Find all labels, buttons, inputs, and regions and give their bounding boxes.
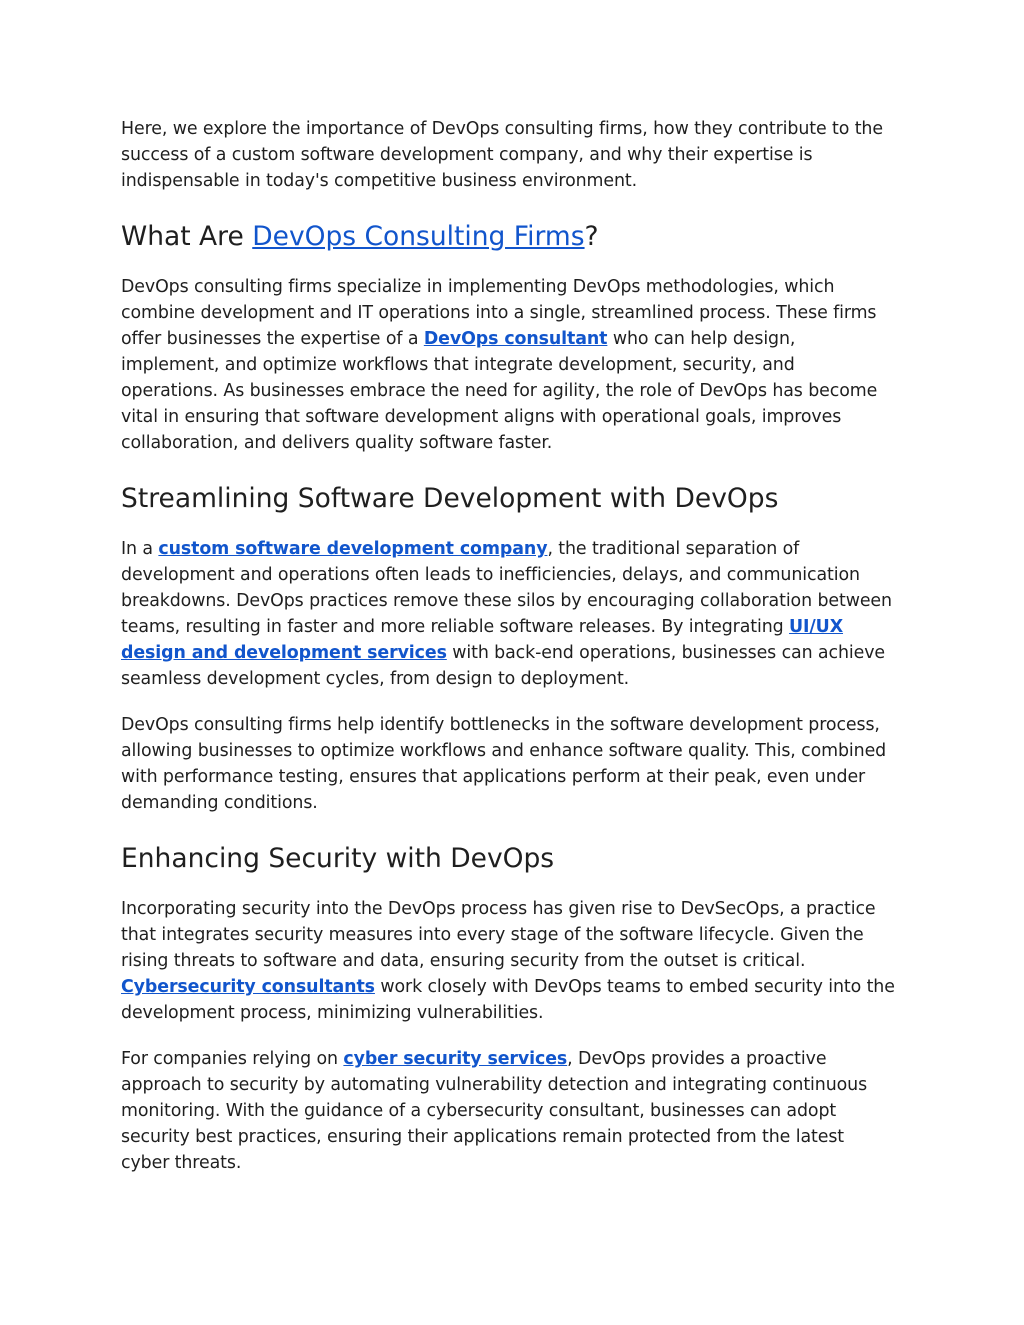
security-2-text-after: , DevOps provides a proactive approach to security by automating vulnerability detection and integrating continuous monitoring. With the guidance of a cybersecurity consultant, businesses can adopt security best practices, ensuring their applications remain protected from the latest cyber threats. — [121, 1049, 868, 1173]
streamlining-paragraph-1 — [121, 536, 896, 692]
what-are-text-before: DevOps consulting firms specialize in implementing DevOps methodologies, which combine development and IT operations into a single, streamlined process. These firms offer businesses the expertise of a — [121, 277, 877, 349]
heading-streamlining: Streamlining Software Development with DevOps — [121, 483, 779, 514]
cyber-security-services-link[interactable]: cyber security services — [343, 1049, 568, 1069]
streamlining-text-3: with back-end operations, businesses can achieve seamless development cycles, from design to deployment. — [121, 643, 885, 689]
streamlining-paragraph-2 — [121, 712, 896, 816]
cybersecurity-consultants-link[interactable]: Cybersecurity consultants — [121, 977, 375, 997]
security-2-text-before: For companies relying on — [121, 1049, 344, 1069]
intro-paragraph — [121, 116, 896, 194]
heading-security: Enhancing Security with DevOps — [121, 843, 555, 874]
security-text-after: work closely with DevOps teams to embed security into the development process, minimizing vulnerabilities. — [121, 977, 895, 1023]
uiux-design-services-link[interactable]: UI/UX design and development services — [121, 617, 844, 663]
streamlining-paragraph-2-text: DevOps consulting firms help identify bottlenecks in the software development process, allowing businesses to optimize workflows and enhance software quality. This, combined with performance testing, ensures that applications perform at their peak, even under demanding conditions. — [121, 715, 887, 813]
devops-consultant-link[interactable]: DevOps consultant — [423, 329, 608, 349]
security-paragraph-1 — [121, 896, 896, 1026]
custom-software-development-company-link[interactable]: custom software development company — [158, 539, 548, 559]
heading-what-are — [121, 220, 896, 254]
security-paragraph-2 — [121, 1046, 896, 1176]
intro-text: Here, we explore the importance of DevOps consulting firms, how they contribute to the success of a custom software development company, and why their expertise is indispensable in today's competitive business environment. — [121, 119, 883, 191]
devops-consulting-firms-link[interactable]: DevOps Consulting Firms — [252, 221, 585, 252]
what-are-text-after: who can help design, implement, and optimize workflows that integrate development, security, and operations. As businesses embrace the need for agility, the role of DevOps has become vital in ensuring that software development aligns with operational goals, improves collaboration, and delivers quality software faster. — [121, 329, 878, 453]
security-text-before: Incorporating security into the DevOps process has given rise to DevSecOps, a practice that integrates security measures into every stage of the software lifecycle. Given the rising threats to software and data, ensuring security from the outset is critical. — [121, 899, 876, 971]
heading-what-are-prefix: What Are — [121, 221, 253, 252]
what-are-paragraph — [121, 274, 896, 456]
heading-what-are-suffix: ? — [584, 221, 599, 252]
streamlining-text-1: In a — [121, 539, 159, 559]
streamlining-text-2: , the traditional separation of development and operations often leads to inefficiencies, delays, and communication breakdowns. DevOps practices remove these silos by encouraging collaboration between teams, resulting in faster and more reliable software releases. By integrating — [121, 539, 892, 637]
document-body — [121, 116, 896, 1176]
